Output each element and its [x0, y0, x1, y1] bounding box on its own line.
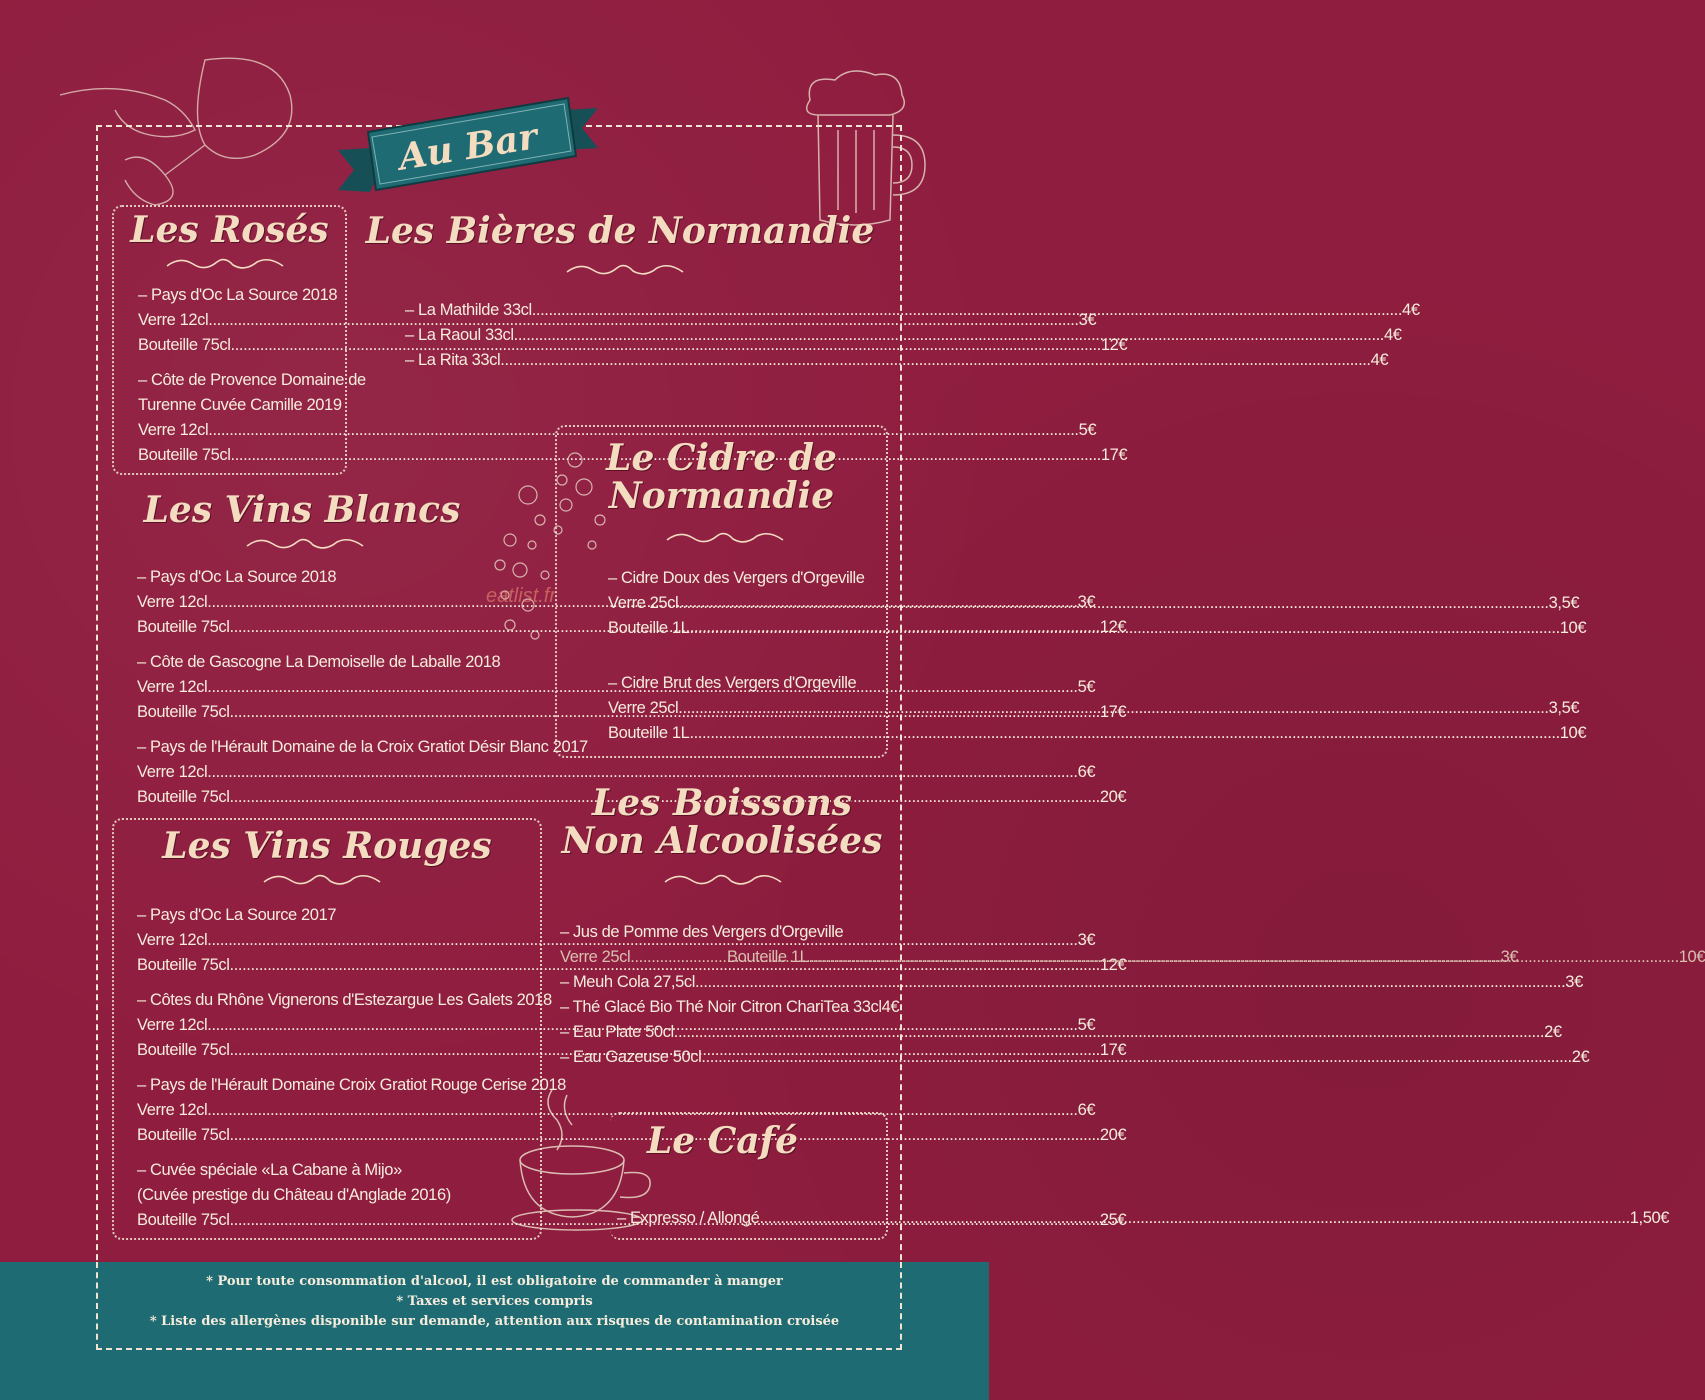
item-label: – Pays d'Oc La Source 2017 [137, 906, 337, 924]
item-price: 3€ [1077, 931, 1096, 949]
item-price: 3€ [1077, 593, 1096, 611]
item-label: – Eau Plate 50cl [560, 1023, 674, 1041]
item-price: 1,50€ [1629, 1209, 1670, 1227]
item-price: 17€ [1099, 1041, 1127, 1059]
blancs-title: Les Vins Blancs [143, 489, 461, 531]
roses-flourish [165, 256, 285, 274]
menu-line [137, 1098, 1096, 1123]
footer-notes [0, 1272, 989, 1332]
menu-line [405, 348, 1389, 373]
menu-line [138, 393, 342, 418]
au-bar-banner [336, 88, 600, 198]
footer-note: * Taxes et services compris [396, 1294, 593, 1309]
item-label: – Cidre Doux des Vergers d'Orgeville [608, 569, 865, 587]
bieres-title: Les Bières de Normandie [365, 210, 875, 252]
menu-line [137, 1073, 566, 1098]
item-label: – Meuh Cola 27,5cl [560, 973, 695, 991]
item-label: – Pays d'Oc La Source 2018 [137, 568, 337, 586]
watermark: eatlist.fr [486, 585, 557, 607]
item-label: Verre 12cl [137, 931, 208, 949]
menu-line [137, 735, 588, 760]
item-price: 2€ [1544, 1023, 1562, 1041]
item-price: 10€ [1559, 724, 1587, 742]
menu-line [137, 1183, 537, 1208]
roses-title: Les Rosés [130, 209, 329, 251]
item-label: Bouteille 75cl [137, 1041, 230, 1059]
item-price: 5€ [1077, 1016, 1096, 1034]
item-label: Verre 25cl [560, 948, 631, 966]
item-price: 3€ [1565, 973, 1583, 991]
item-price: 10€ [1678, 948, 1705, 966]
menu-line [608, 591, 1580, 616]
item-price: 3,5€ [1548, 594, 1580, 612]
item-price: 3,5€ [1548, 699, 1580, 717]
item-price: 17€ [1099, 703, 1127, 721]
item-label: – Expresso / Allongé [617, 1209, 760, 1227]
rouges-flourish [262, 872, 382, 890]
item-label: Verre 12cl [137, 1016, 208, 1034]
menu-line [138, 283, 338, 308]
item-price: 2€ [1571, 1048, 1590, 1066]
item-label: Bouteille 75cl [137, 618, 230, 636]
item-label: Bouteille 75cl [137, 703, 230, 721]
menu-line [138, 368, 366, 393]
menu-line [608, 671, 857, 696]
menu-line [560, 1020, 1562, 1045]
item-label: – Pays d'Oc La Source 2018 [138, 286, 338, 304]
au-bar-title: Au Bar [395, 115, 541, 179]
item-label: – Pays de l'Hérault Domaine de la Croix Gratiot Désir Blanc 2017 [137, 738, 588, 756]
item-price: 12€ [1100, 336, 1128, 354]
menu-line [608, 566, 865, 591]
item-label: Verre 12cl [137, 678, 208, 696]
footer-note: * Liste des allergènes disponible sur demande, attention aux risques de contamination croisée [149, 1314, 840, 1329]
item-label: – Thé Glacé Bio Thé Noir Citron ChariTea 33cl [560, 998, 882, 1016]
item-label: Bouteille 75cl [137, 788, 230, 806]
menu-line [137, 1158, 537, 1183]
item-label: Verre 25cl [608, 594, 679, 612]
item-label: – Pays de l'Hérault Domaine Croix Gratiot Rouge Cerise 2018 [137, 1076, 566, 1094]
item-label: Bouteille 75cl [138, 336, 231, 354]
item-label: Turenne Cuvée Camille 2019 [138, 396, 342, 414]
menu-line [608, 721, 1587, 746]
item-price: 4€ [1384, 326, 1402, 344]
item-label: – La Mathilde 33cl [405, 301, 532, 319]
soft-title [552, 782, 892, 862]
blancs-flourish [245, 536, 365, 554]
item-price: 6€ [1077, 1101, 1096, 1119]
item-price: 4€ [881, 998, 900, 1016]
item-label: – Cidre Brut des Vergers d'Orgeville [608, 674, 857, 692]
item-label: – Côtes du Rhône Vignerons d'Estezargue Les Galets 2018 [137, 991, 552, 1009]
item-label: Verre 12cl [138, 311, 209, 329]
item-price: 6€ [1077, 763, 1096, 781]
item-price: 4€ [1370, 351, 1389, 369]
item-label: Bouteille 1L [608, 619, 690, 637]
cidre-title [555, 437, 888, 517]
item-label: Verre 12cl [137, 1101, 208, 1119]
item-label: (Cuvée prestige du Château d'Anglade 2016) [137, 1186, 451, 1204]
cidre-flourish [665, 530, 785, 548]
menu-line [137, 760, 1096, 785]
footer-note: * Pour toute consommation d'alcool, il est obligatoire de commander à manger [206, 1274, 783, 1289]
item-price: 17€ [1100, 446, 1128, 464]
item-price: 3€ [1500, 948, 1519, 966]
item-label: – Jus de Pomme des Vergers d'Orgeville [560, 923, 844, 941]
cidre-title-line2: Normandie [608, 474, 835, 517]
soft-title-line2: Non Alcoolisées [561, 819, 883, 862]
item-label: Bouteille 75cl [137, 1211, 230, 1229]
item-price: 12€ [1099, 956, 1127, 974]
item-price: 4€ [1402, 301, 1420, 319]
menu-line [560, 995, 900, 1020]
soft-flourish [663, 872, 783, 890]
menu-line [137, 988, 552, 1013]
menu-line [138, 418, 1097, 443]
item-label: – Eau Gazeuse 50cl [560, 1048, 702, 1066]
item-label: – Cuvée spéciale «La Cabane à Mijo» [137, 1161, 402, 1179]
menu-line [137, 565, 517, 590]
menu-line [137, 903, 537, 928]
item-price: 25€ [1099, 1211, 1127, 1229]
item-price: 3€ [1078, 311, 1097, 329]
item-label: Bouteille 1L [727, 948, 809, 966]
item-label: Bouteille 75cl [138, 446, 231, 464]
cafe-title: Le Café [646, 1120, 799, 1162]
menu-line [560, 970, 1583, 995]
item-label: Verre 12cl [138, 421, 209, 439]
rouges-title: Les Vins Rouges [162, 825, 492, 867]
item-label: Verre 12cl [137, 593, 208, 611]
item-label: Bouteille 75cl [137, 956, 230, 974]
item-price: 12€ [1099, 618, 1127, 636]
item-label: Bouteille 75cl [137, 1126, 230, 1144]
bieres-flourish [565, 262, 685, 280]
item-label: – Côte de Gascogne La Demoiselle de Laballe 2018 [137, 653, 501, 671]
item-label: Verre 25cl [608, 699, 679, 717]
item-label: – La Raoul 33cl [405, 326, 514, 344]
item-price: 5€ [1077, 678, 1096, 696]
menu-line [405, 298, 1420, 323]
item-price: 20€ [1099, 788, 1127, 806]
menu-line [137, 650, 517, 675]
item-label: – La Rita 33cl [405, 351, 501, 369]
cidre-title-line1: Le Cidre de [606, 437, 837, 479]
soft-title-line1: Les Boissons [591, 782, 853, 824]
item-label: Verre 12cl [137, 763, 208, 781]
item-label: Bouteille 1L [608, 724, 690, 742]
item-price: 10€ [1559, 619, 1587, 637]
item-label: – Côte de Provence Domaine de [138, 371, 366, 389]
item-price: 20€ [1099, 1126, 1127, 1144]
item-price: 5€ [1078, 421, 1097, 439]
menu-line [560, 920, 862, 945]
